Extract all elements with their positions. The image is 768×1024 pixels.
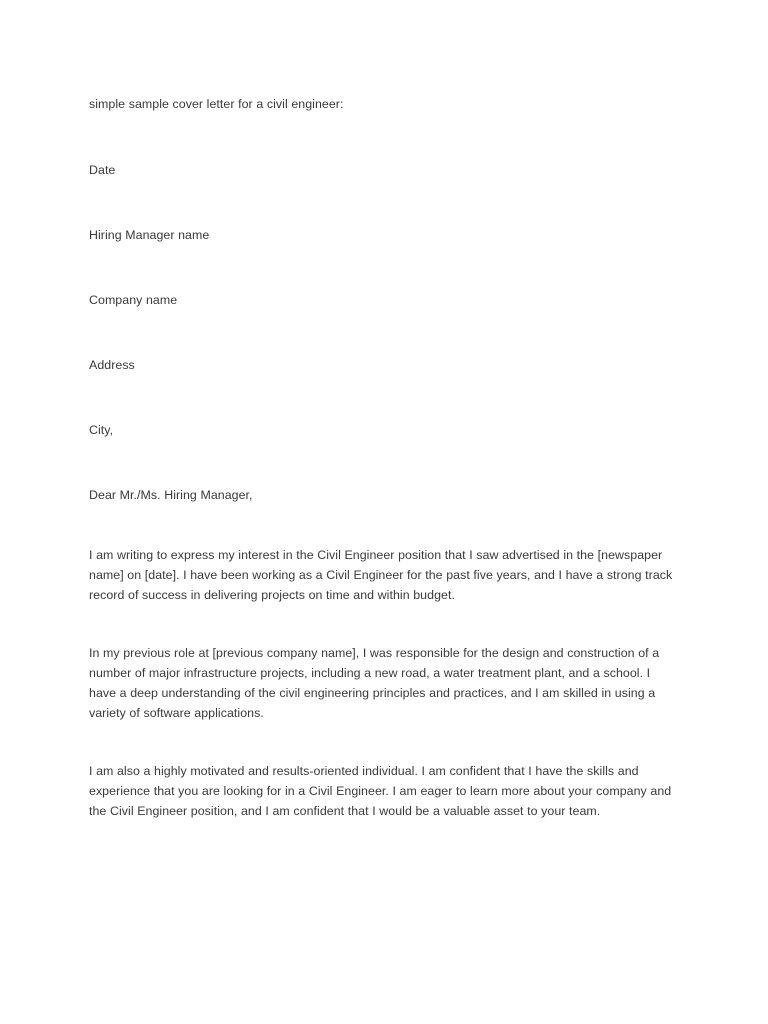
address-line-city: City, <box>89 423 114 437</box>
body-paragraph-3: I am also a highly motivated and results-oriented individual. I am confident that I have the skills and experience that you are looking for in a Civil Engineer. I am eager to learn more about your company and the Civil Engineer position, and I am confident that I would be a valuable asset to your team. <box>89 764 672 818</box>
address-line-date: Date <box>89 163 116 177</box>
body-paragraph-1: I am writing to express my interest in the Civil Engineer position that I saw advertised in the [newspaper name] on [date]. I have been working as a Civil Engineer for the past five years, and I have a strong track record of success in delivering projects on time and within budget. <box>89 548 673 602</box>
document-heading: simple sample cover letter for a civil engineer: <box>89 97 344 111</box>
cover-letter-content <box>89 94 676 821</box>
address-line-address: Address <box>89 358 135 372</box>
address-line-company-name: Company name <box>89 293 178 307</box>
address-line-hiring-manager-name: Hiring Manager name <box>89 228 210 242</box>
body-paragraph-2: In my previous role at [previous company name], I was responsible for the design and construction of a number of major infrastructure projects, including a new road, a water treatment plant, and a school. I have a deep understanding of the civil engineering principles and practices, and I am skilled in using a variety of software applications. <box>89 646 660 720</box>
salutation: Dear Mr./Ms. Hiring Manager, <box>89 488 253 502</box>
